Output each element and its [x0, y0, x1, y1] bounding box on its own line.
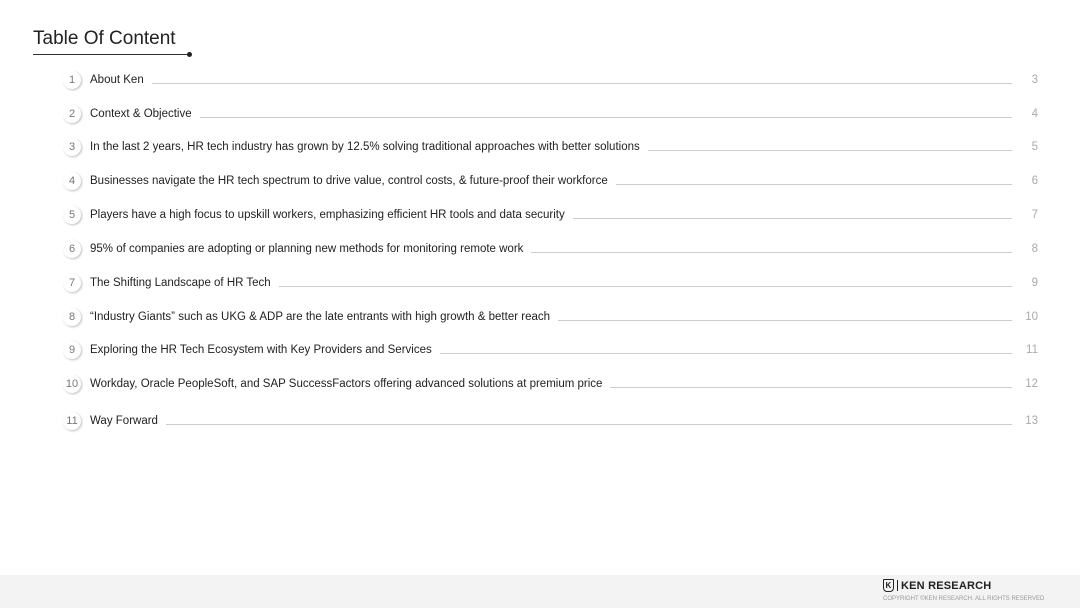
- toc-item[interactable]: [63, 104, 1038, 124]
- leader-line: [616, 184, 1012, 185]
- item-number-badge: 5: [63, 206, 81, 224]
- item-page-number[interactable]: 10: [1025, 311, 1038, 323]
- leader-line: [610, 387, 1012, 388]
- leader-line: [558, 320, 1012, 321]
- toc-item[interactable]: [63, 374, 1038, 394]
- item-label[interactable]: Context & Objective: [90, 108, 192, 120]
- toc-item[interactable]: [63, 273, 1038, 293]
- item-page-number[interactable]: 6: [1031, 175, 1038, 187]
- toc-item[interactable]: [63, 70, 1038, 90]
- item-number-badge: 10: [63, 375, 81, 393]
- item-label[interactable]: Players have a high focus to upskill workers, emphasizing efficient HR tools and data security: [90, 209, 565, 221]
- item-label[interactable]: Businesses navigate the HR tech spectrum to drive value, control costs, & future-proof their workforce: [90, 175, 608, 187]
- leader-line: [648, 150, 1012, 151]
- item-label[interactable]: The Shifting Landscape of HR Tech: [90, 277, 271, 289]
- item-number-badge: 9: [63, 341, 81, 359]
- item-number-badge: 7: [63, 274, 81, 292]
- leader-line: [279, 286, 1012, 287]
- item-page-number[interactable]: 5: [1031, 141, 1038, 153]
- item-page-number[interactable]: 9: [1031, 277, 1038, 289]
- toc-item[interactable]: [63, 340, 1038, 360]
- brand-name: KEN RESEARCH: [901, 579, 992, 592]
- leader-line: [440, 353, 1012, 354]
- copyright-text: COPYRIGHT ©KEN RESEARCH. ALL RIGHTS RESERVED: [883, 596, 1045, 602]
- item-number-badge: 11: [63, 412, 81, 430]
- leader-line: [166, 424, 1012, 425]
- item-label[interactable]: Way Forward: [90, 415, 158, 427]
- title-underline-dot: [187, 52, 192, 57]
- toc-item[interactable]: [63, 411, 1038, 431]
- toc-item[interactable]: [63, 307, 1038, 327]
- ken-research-logo: [883, 579, 991, 592]
- logo-divider: [897, 580, 898, 591]
- toc-item[interactable]: [63, 137, 1038, 157]
- item-label[interactable]: Workday, Oracle PeopleSoft, and SAP SuccessFactors offering advanced solutions at premium price: [90, 378, 603, 390]
- leader-line: [531, 252, 1012, 253]
- toc-item[interactable]: [63, 205, 1038, 225]
- item-number-badge: 4: [63, 172, 81, 190]
- item-number-badge: 8: [63, 308, 81, 326]
- toc-item[interactable]: [63, 171, 1038, 191]
- shield-logo-icon: K: [883, 579, 894, 592]
- leader-line: [200, 117, 1012, 118]
- leader-line: [152, 83, 1012, 84]
- item-label[interactable]: Exploring the HR Tech Ecosystem with Key Providers and Services: [90, 344, 432, 356]
- title-underline: [33, 54, 189, 55]
- item-page-number[interactable]: 4: [1031, 108, 1038, 120]
- item-number-badge: 6: [63, 240, 81, 258]
- item-page-number[interactable]: 7: [1031, 209, 1038, 221]
- item-number-badge: 3: [63, 138, 81, 156]
- item-number-badge: 1: [63, 71, 81, 89]
- toc-item[interactable]: [63, 239, 1038, 259]
- item-page-number[interactable]: 8: [1031, 243, 1038, 255]
- item-page-number[interactable]: 13: [1025, 415, 1038, 427]
- item-page-number[interactable]: 3: [1031, 74, 1038, 86]
- item-label[interactable]: “Industry Giants” such as UKG & ADP are the late entrants with high growth & better reach: [90, 311, 551, 323]
- item-label[interactable]: In the last 2 years, HR tech industry has grown by 12.5% solving traditional approaches with better solutions: [90, 141, 640, 153]
- item-number-badge: 2: [63, 105, 81, 123]
- leader-line: [573, 218, 1012, 219]
- item-label[interactable]: 95% of companies are adopting or planning new methods for monitoring remote work: [90, 243, 524, 255]
- item-page-number[interactable]: 12: [1025, 378, 1038, 390]
- item-page-number[interactable]: 11: [1026, 344, 1038, 356]
- item-label[interactable]: About Ken: [90, 74, 144, 86]
- page-title: Table Of Content: [33, 28, 176, 49]
